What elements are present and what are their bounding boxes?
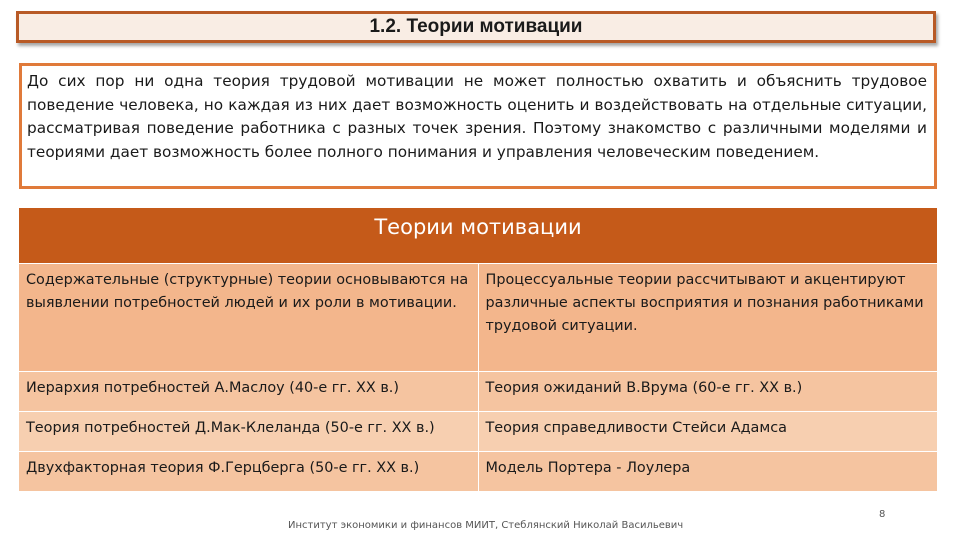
process-theories-label: Процессуальные теории [485, 272, 672, 288]
process-theory-porter-lawler: Модель Портера - Лоулера [478, 452, 938, 492]
table-header: Теории мотивации [19, 208, 938, 264]
process-theory-adams: Теория справедливости Стейси Адамса [478, 412, 938, 452]
slide-title: 1.2. Теории мотивации [16, 11, 936, 43]
intro-paragraph: До сих пор ни одна теория трудовой мотивации не может полностью охватить и объяснить трудовое поведение человека, но каждая из них дает возможность оценить и воздействовать на отдельные ситуации, рассматривая поведение работника с разных точек зрения. Поэтому знакомство с различными моделями и теориями дает возможность более полного понимания и управления человеческим поведением. [19, 63, 937, 189]
footer-author: Институт экономики и финансов МИИТ, Стеблянский Николай Васильевич [288, 520, 684, 531]
process-theories-description [478, 264, 938, 372]
process-theories-text: рассчитывают и акцентируют различные аспекты восприятия и познания работниками трудовой ситуации. [485, 272, 924, 334]
content-theories-label: Содержательные (структурные) теории [26, 272, 332, 288]
content-theories-text: основываются на выявлении потребностей людей и их роли в мотивации. [26, 272, 469, 311]
motivation-theories-table [18, 207, 938, 492]
page-number: 8 [879, 509, 886, 520]
content-theory-herzberg: Двухфакторная теория Ф.Герцберга (50-е гг. XX в.) [19, 452, 479, 492]
content-theory-maslow: Иерархия потребностей А.Маслоу (40-е гг. XX в.) [19, 372, 479, 412]
content-theory-mcclelland: Теория потребностей Д.Мак-Клеланда (50-е гг. XX в.) [19, 412, 479, 452]
content-theories-description [19, 264, 479, 372]
process-theory-vroom: Теория ожиданий В.Врума (60-е гг. XX в.) [478, 372, 938, 412]
